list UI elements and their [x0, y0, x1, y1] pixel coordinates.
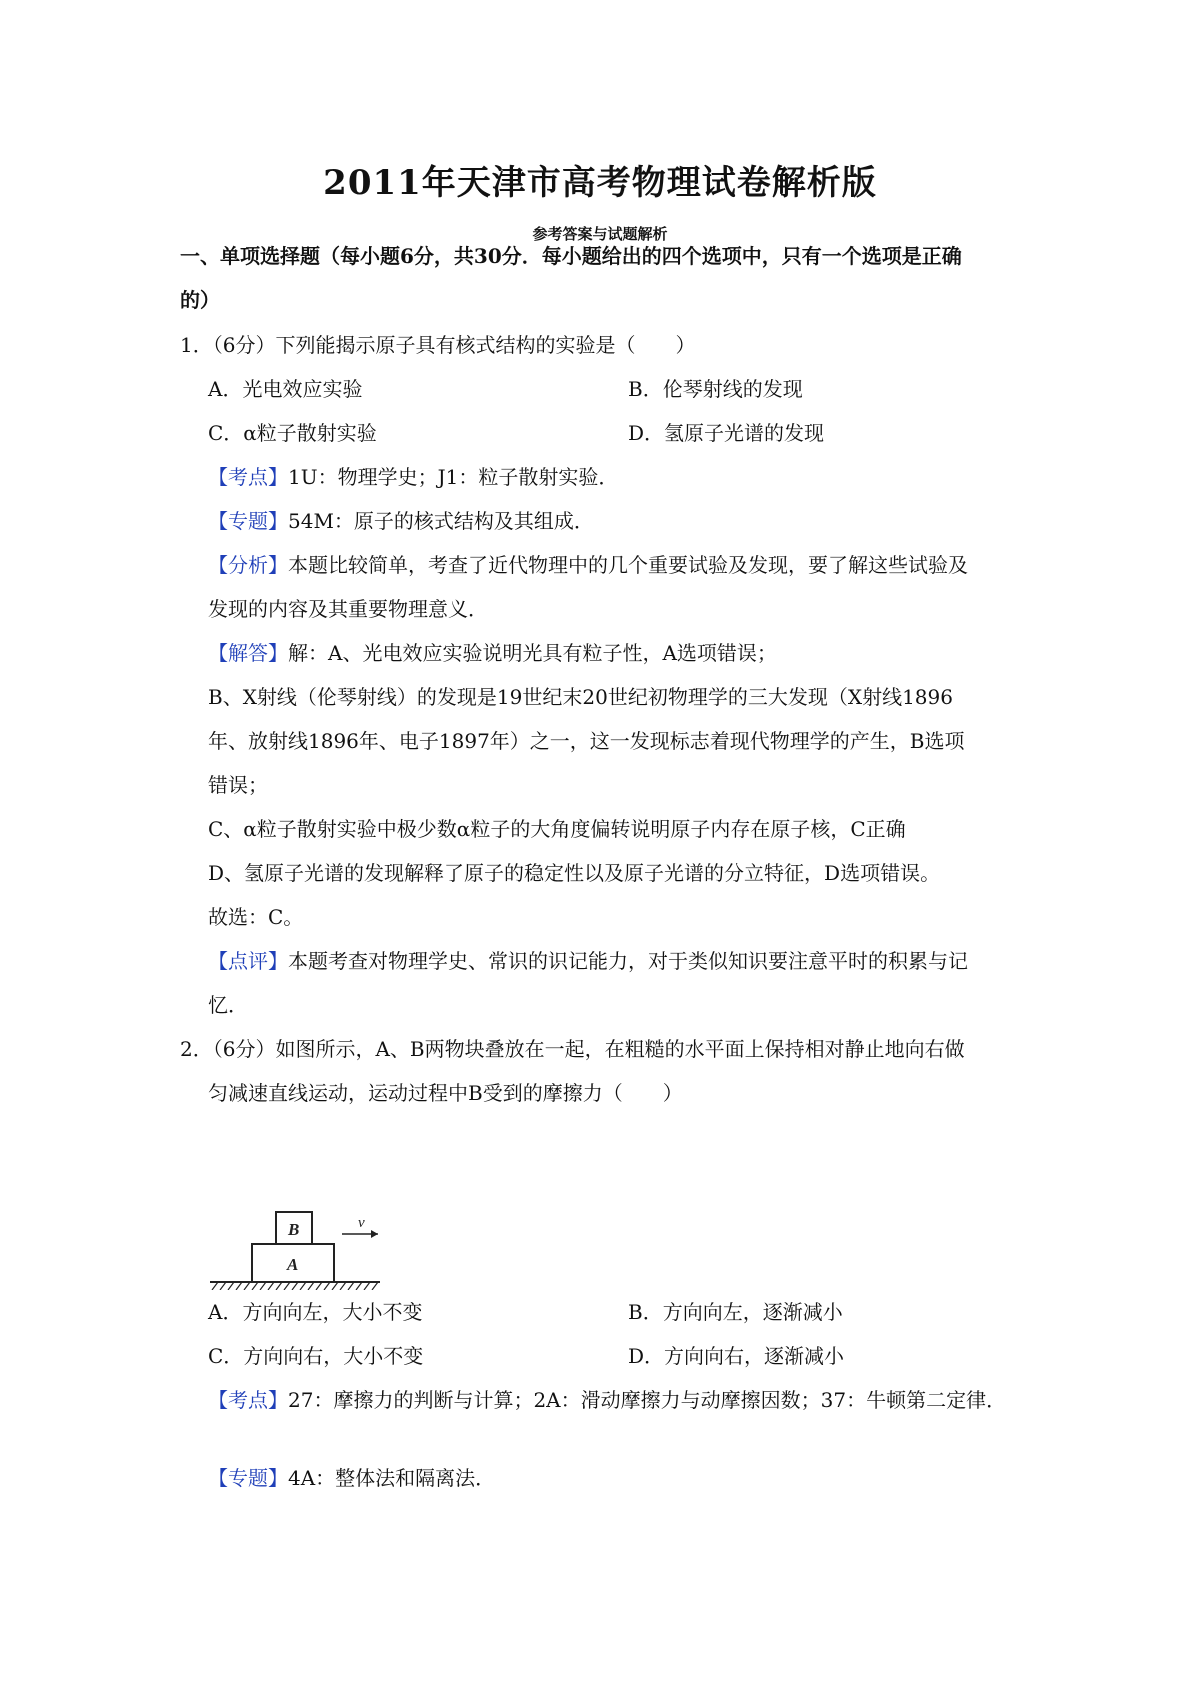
kaodian-text: 1U：物理学史；J1：粒子散射实验． — [288, 465, 619, 489]
zhuanti-text: 54M：原子的核式结构及其组成． — [288, 509, 594, 533]
q2-zhuanti — [208, 1464, 495, 1492]
document-title: 2011年天津市高考物理试卷解析版 — [323, 163, 877, 203]
block-a-label: A — [287, 1255, 299, 1274]
block-b-label: B — [288, 1220, 300, 1239]
zhuanti-tag: 【专题】 — [208, 509, 288, 533]
zhuanti-tag: 【专题】 — [208, 1466, 288, 1490]
jieda-text-line1: 解：A、光电效应实验说明光具有粒子性，A选项错误； — [288, 641, 777, 665]
q1-option-d: D．氢原子光谱的发现 — [628, 421, 825, 445]
q1-jieda — [208, 639, 777, 667]
q2-stem-line2: 匀减速直线运动，运动过程中B受到的摩擦力（ ） — [208, 1081, 683, 1105]
kaodian-tag: 【考点】 — [208, 1388, 288, 1412]
q1-option-a: A．光电效应实验 — [208, 377, 363, 401]
velocity-label: v — [358, 1215, 365, 1231]
q2-option-d: D．方向向右，逐渐减小 — [628, 1344, 845, 1368]
q2-option-b: B．方向向左，逐渐减小 — [628, 1300, 843, 1324]
stacked-blocks-diagram — [208, 1198, 388, 1290]
q1-fenxi-line2: 发现的内容及其重要物理意义． — [208, 597, 488, 621]
q2-option-c: C．方向向右，大小不变 — [208, 1344, 424, 1368]
q1-jieda-line2: B、X射线（伦琴射线）的发现是19世纪末20世纪初物理学的三大发现（X射线1896 — [208, 685, 953, 709]
q2-stem-line1: 2．（6分）如图所示，A、B两物块叠放在一起，在粗糙的水平面上保持相对静止地向右做 — [180, 1037, 965, 1061]
dianping-text-line1: 本题考查对物理学史、常识的识记能力，对于类似知识要注意平时的积累与记 — [288, 949, 968, 973]
q1-jieda-line4: 错误； — [208, 773, 268, 797]
q1-jieda-line5: C、α粒子散射实验中极少数α粒子的大角度偏转说明原子内存在原子核，C正确 — [208, 817, 906, 841]
q1-stem: 1．（6分）下列能揭示原子具有核式结构的实验是（ ） — [180, 333, 696, 357]
ground-hatching — [212, 1282, 378, 1290]
fenxi-tag: 【分析】 — [208, 553, 288, 577]
q1-dianping — [208, 947, 968, 975]
dianping-tag: 【点评】 — [208, 949, 288, 973]
kaodian-text: 27：摩擦力的判断与计算；2A：滑动摩擦力与动摩擦因数；37：牛顿第二定律． — [288, 1388, 1007, 1412]
document-subtitle: 参考答案与试题解析 — [532, 225, 668, 243]
q2-option-a: A．方向向左，大小不变 — [208, 1300, 423, 1324]
kaodian-tag: 【考点】 — [208, 465, 288, 489]
q1-zhuanti — [208, 507, 594, 535]
q1-jieda-line7: 故选：C。 — [208, 905, 304, 929]
q2-kaodian — [208, 1386, 1006, 1414]
velocity-arrowhead — [371, 1230, 378, 1238]
q1-jieda-line6: D、氢原子光谱的发现解释了原子的稳定性以及原子光谱的分立特征，D选项错误。 — [208, 861, 941, 885]
q1-fenxi — [208, 551, 968, 579]
q1-option-b: B．伦琴射线的发现 — [628, 377, 803, 401]
jieda-tag: 【解答】 — [208, 641, 288, 665]
q1-option-c: C．α粒子散射实验 — [208, 421, 377, 445]
stacked-blocks-figure — [208, 1198, 388, 1290]
q1-jieda-line3: 年、放射线1896年、电子1897年）之一，这一发现标志着现代物理学的产生，B选项 — [208, 729, 965, 753]
q1-kaodian — [208, 463, 618, 491]
zhuanti-text: 4A：整体法和隔离法． — [288, 1466, 496, 1490]
q1-dianping-line2: 忆． — [208, 993, 248, 1017]
section-heading-line2: 的） — [180, 288, 220, 312]
fenxi-text-line1: 本题比较简单，考查了近代物理中的几个重要试验及发现，要了解这些试验及 — [288, 553, 968, 577]
section-heading-line1: 一、单项选择题（每小题6分，共30分．每小题给出的四个选项中，只有一个选项是正确 — [180, 244, 962, 268]
